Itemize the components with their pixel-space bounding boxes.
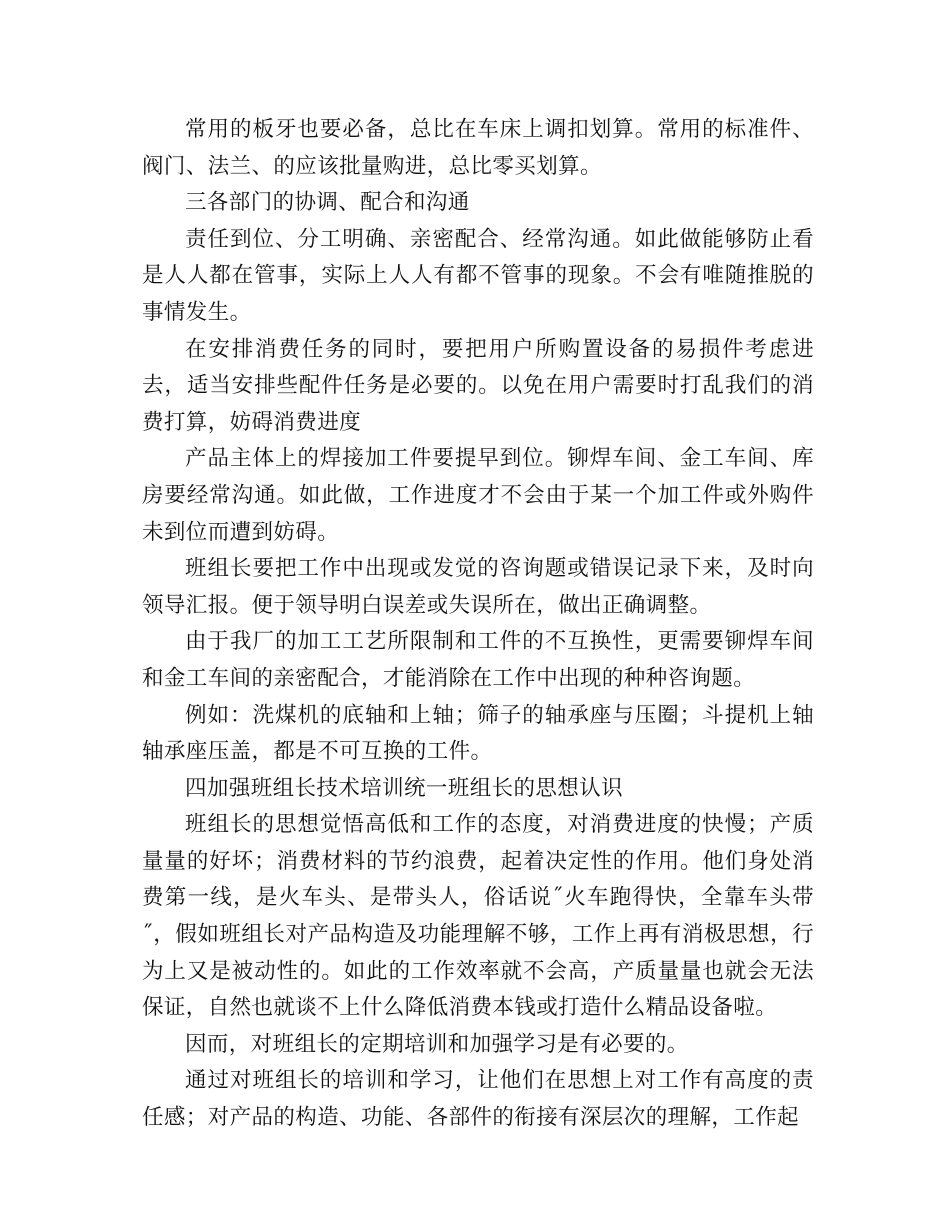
paragraph-6: 由于我厂的加工工艺所限制和工件的不互换性，更需要铆焊车间和金工车间的亲密配合，才能消除在工作中出现的种种咨询题。	[142, 629, 814, 691]
paragraph-8: 班组长的思想觉悟高低和工作的态度，对消费进度的快慢；产质量量的好坏；消费材料的节约浪费，起着决定性的作用。他们身处消费第一线，是火车头、是带头人，俗话说˝火车跑得快，全靠车头带˝，假如班组长对产品构造及功能理解不够，工作上再有消极思想，行为上又是被动性的。如此的工作效率就不会高，产质量量也就会无法保证，自然也就谈不上什么降低消费本钱或打造什么精品设备啦。	[142, 812, 814, 1021]
paragraph-7: 例如：洗煤机的底轴和上轴；筛子的轴承座与压圈；斗提机上轴轴承座压盖，都是不可互换的工件。	[142, 702, 814, 765]
document-body	[142, 112, 814, 1137]
paragraph-5: 班组长要把工作中出现或发觉的咨询题或错误记录下来，及时向领导汇报。便于领导明白误差或失误所在，做出正确调整。	[142, 556, 814, 618]
paragraph-1: 常用的板牙也要必备，总比在车床上调扣划算。常用的标准件、阀门、法兰、的应该批量购进，总比零买划算。	[142, 117, 814, 179]
section-heading-3: 三各部门的协调、配合和沟通	[185, 190, 470, 216]
paragraph-2: 责任到位、分工明确、亲密配合、经常沟通。如此做能够防止看是人人都在管事，实际上人人有都不管事的现象。不会有唯随推脱的事情发生。	[142, 226, 814, 325]
paragraph-4: 产品主体上的焊接加工件要提早到位。铆焊车间、金工车间、库房要经常沟通。如此做，工作进度才不会由于某一个加工件或外购件未到位而遭到妨碍。	[142, 446, 814, 545]
paragraph-3: 在安排消费任务的同时，要把用户所购置设备的易损件考虑进去，适当安排些配件任务是必要的。以免在用户需要时打乱我们的消费打算，妨碍消费进度	[142, 336, 814, 435]
paragraph-10: 通过对班组长的培训和学习，让他们在思想上对工作有高度的责任感；对产品的构造、功能、各部件的衔接有深层次的理解，工作起	[142, 1068, 814, 1131]
paragraph-9: 因而，对班组长的定期培训和加强学习是有必要的。	[185, 1031, 689, 1057]
section-heading-4: 四加强班组长技术培训统一班组长的思想认识	[185, 775, 624, 801]
